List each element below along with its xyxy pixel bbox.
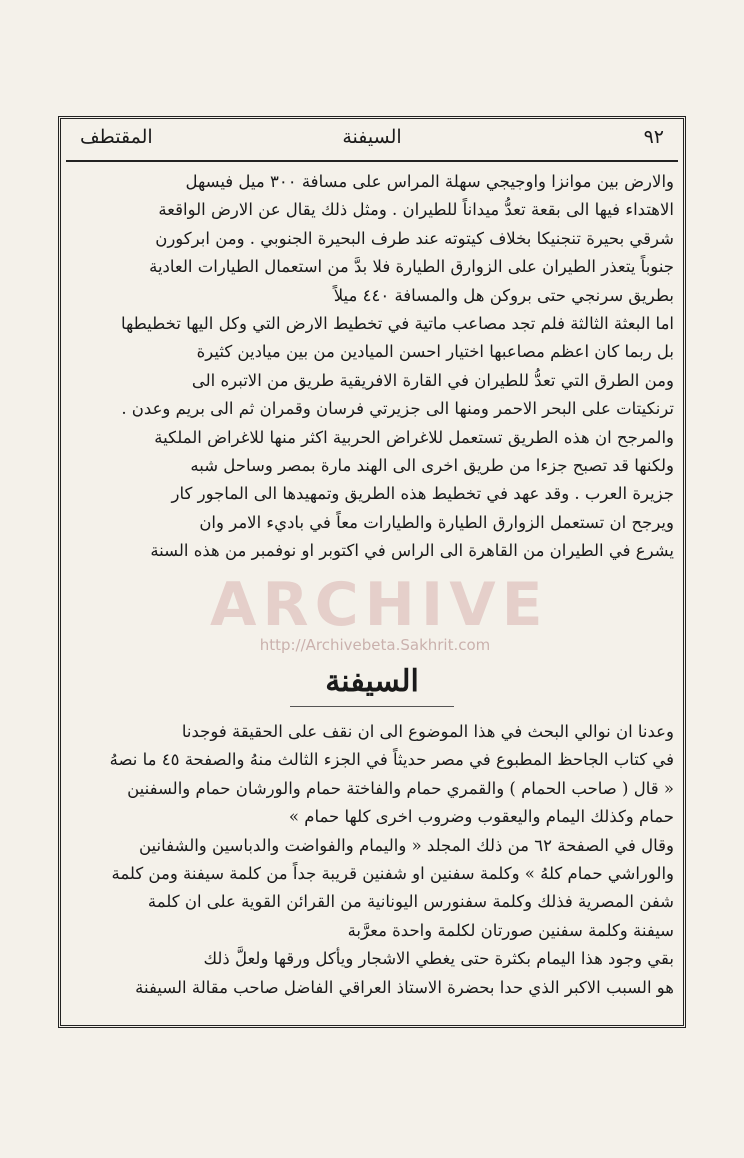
- text-line: « قال ( صاحب الحمام ) والقمري حمام والفاختة حمام والورشان حمام والسفنين: [127, 778, 674, 798]
- watermark-brand: ARCHIVE: [210, 570, 549, 640]
- section-two-text: [70, 718, 674, 1002]
- text-line: حمام وكذلك اليمام واليعقوب وضروب اخرى كلها حمام »: [288, 807, 674, 827]
- text-line: وقال في الصفحة ٦٢ من ذلك المجلد « واليمام والفواضت والدباسين والشفانين: [138, 835, 674, 855]
- text-line: شرقي بحيرة تنجنيكا بخلاف كيتوته عند طرف البحيرة الجنوبي . ومن ابركورن: [155, 228, 674, 248]
- text-line: جزيرة العرب . وقد عهد في تخطيط هذه الطريق وتمهيدها الى الماجور كار: [171, 484, 674, 504]
- text-line: وعدنا ان نوالي البحث في هذا الموضوع الى ان نقف على الحقيقة فوجدنا: [181, 722, 674, 741]
- page-number: ٩٢: [643, 126, 664, 148]
- text-line: بل ربما كان اعظم مصاعبها اختيار احسن الميادين من بين ميادين كثيرة: [196, 342, 674, 362]
- text-line: والمرجح ان هذه الطريق تستعمل للاغراض الحربية اكثر منها للاغراض الملكية: [154, 427, 674, 447]
- text-line: ترنكيتات على البحر الاحمر ومنها الى جزيرتي فرسان وقمران ثم الى بريم وعدن .: [121, 399, 674, 419]
- text-line: ومن الطرق التي تعدُّ للطيران في القارة الافريقية طريق من الاتبره الى: [191, 370, 674, 390]
- text-line: في كتاب الجاحظ المطبوع في مصر حديثاً في الجزء الثالث منهُ والصفحة ٤٥ ما نصهُ: [109, 750, 674, 770]
- journal-name: المقتطف: [80, 126, 153, 148]
- text-line: سيفنة وكلمة سفنين صورتان لكلمة واحدة معرَّبة: [347, 920, 674, 940]
- watermark-url: http://Archivebeta.Sakhrit.com: [259, 636, 491, 654]
- header-divider: [66, 160, 678, 162]
- text-line: بطريق سرنجي حتى بروكن هل والمسافة ٤٤٠ ميلاً: [333, 285, 674, 305]
- text-line: جنوباً يتعذر الطيران على الزوارق الطيارة فلا بدَّ من استعمال الطيارات العادية: [149, 257, 674, 277]
- text-line: هو السبب الاكبر الذي حدا بحضرة الاستاذ العراقي الفاضل صاحب مقالة السيفنة: [135, 977, 674, 997]
- text-line: والارض بين موانزا واوجيجي سهلة المراس على مسافة ٣٠٠ ميل فيسهل: [185, 172, 674, 191]
- text-line: بقي وجود هذا اليمام بكثرة حتى يغطي الاشجار ويأكل ورقها ولعلَّ ذلك: [203, 949, 674, 969]
- text-line: اما البعثة الثالثة فلم تجد مصاعب ماتية في تخطيط الارض التي وكل اليها تخطيطها: [121, 313, 674, 333]
- running-header: [72, 126, 672, 156]
- text-line: الاهتداء فيها الى بقعة تعدُّ ميداناً للطيران . ومثل ذلك يقال عن الارض الواقعة: [158, 200, 674, 220]
- text-line: ولكنها قد تصبح جزءا من طريق اخرى الى الهند مارة بمصر وساحل شبه: [190, 455, 674, 475]
- text-line: شفن المصرية فذلك وكلمة سفنورس اليونانية من القرائن القوية على ان كلمة: [147, 892, 674, 912]
- section-title-underline: [290, 706, 454, 707]
- text-line: والوراشي حمام كلهُ » وكلمة سفنين او شفنين قريبة جداً من كلمة سيفنة ومن كلمة: [111, 863, 674, 883]
- text-line: يشرع في الطيران من القاهرة الى الراس في اكتوبر او نوفمبر من هذه السنة: [150, 541, 674, 561]
- text-line: ويرجح ان تستعمل الزوارق الطيارة والطيارات معاً في باديء الامر وان: [199, 512, 674, 532]
- section-title: السيفنة: [325, 664, 419, 699]
- section-one-text: [70, 168, 674, 565]
- running-title: السيفنة: [342, 126, 402, 148]
